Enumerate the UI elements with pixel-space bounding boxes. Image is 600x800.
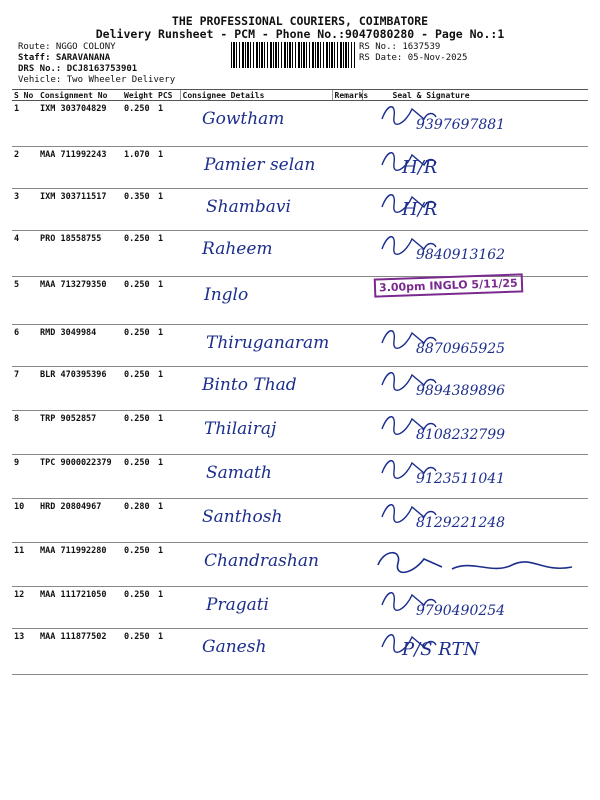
row-sno [12,231,38,277]
route-label: Route: NGGO COLONY [18,42,116,52]
row-pcs-text: 1 [158,280,164,290]
row-seal [362,629,588,675]
row-consignment-text: MAA 111877502 [40,632,107,642]
seal-handwriting: 9840913162 [416,247,506,263]
row-consignment [38,101,122,147]
row-weight [122,499,156,543]
row-sno [12,455,38,499]
row-consignee [180,411,332,455]
row-weight [122,189,156,231]
row-remarks [332,367,362,411]
rs-date: RS Date: 05-Nov-2025 [359,53,468,63]
row-sno [12,277,38,325]
seal-handwriting: 8129221248 [416,515,506,531]
row-sno-text: 2 [14,150,20,160]
row-consignment [38,543,122,587]
row-seal [362,587,588,629]
row-pcs-text: 1 [158,192,164,202]
consignee-handwriting: Binto Thad [202,375,297,395]
col-pcs: PCS [156,90,180,101]
row-weight-text: 0.250 [124,632,150,642]
row-consignment [38,367,122,411]
col-consignment: Consignment No [38,90,122,101]
row-consignment-text: TPC 9000022379 [40,458,112,468]
row-weight-text: 0.250 [124,458,150,468]
consignee-handwriting: Shambavi [206,197,291,217]
row-sno-text: 1 [14,104,20,114]
table-row [12,101,588,147]
row-consignee [180,277,332,325]
row-pcs [156,277,180,325]
row-consignment-text: MAA 111721050 [40,590,107,600]
row-pcs-text: 1 [158,328,164,338]
row-sno [12,367,38,411]
row-weight [122,231,156,277]
row-consignment [38,455,122,499]
row-pcs-text: 1 [158,590,164,600]
row-sno-text: 3 [14,192,20,202]
table-row [12,367,588,411]
row-consignment-text: TRP 9052857 [40,414,97,424]
row-remarks [332,101,362,147]
consignee-handwriting: Pragati [206,595,269,615]
seal-handwriting: H/R [402,199,438,220]
runsheet-table [12,89,588,675]
row-pcs-text: 1 [158,150,164,160]
row-pcs-text: 1 [158,632,164,642]
row-remarks [332,587,362,629]
company-title: THE PROFESSIONAL COURIERS, COIMBATORE [171,14,429,28]
consignee-handwriting: Thilairaj [204,419,277,439]
runsheet-subtitle: Delivery Runsheet - PCM - Phone No.:9047080280 - Page No.:1 [95,27,505,41]
consignee-handwriting: Chandrashan [204,551,319,571]
row-consignment [38,499,122,543]
row-remarks [332,411,362,455]
seal-handwriting: 9790490254 [416,603,506,619]
row-weight [122,629,156,675]
row-weight [122,277,156,325]
row-weight-text: 0.250 [124,234,150,244]
row-remarks [332,325,362,367]
row-seal [362,325,588,367]
consignee-handwriting: Samath [206,463,272,483]
consignee-handwriting: Inglo [204,285,249,305]
barcode [231,42,355,68]
row-weight-text: 0.350 [124,192,150,202]
row-weight-text: 0.250 [124,414,150,424]
seal-handwriting: 8870965925 [416,341,506,357]
table-row [12,587,588,629]
row-pcs-text: 1 [158,502,164,512]
row-sno-text: 10 [14,502,25,512]
seal-handwriting: H/R [402,157,438,178]
row-sno-text: 4 [14,234,20,244]
row-sno [12,101,38,147]
row-pcs [156,231,180,277]
row-pcs [156,411,180,455]
row-consignment-text: MAA 711992280 [40,546,107,556]
vehicle-label: Vehicle: Two Wheeler Delivery [18,75,176,85]
row-sno [12,411,38,455]
row-consignee [180,543,332,587]
row-seal [362,231,588,277]
row-consignee [180,189,332,231]
row-remarks [332,231,362,277]
row-consignee [180,499,332,543]
consignee-handwriting: Ganesh [202,637,267,657]
row-consignment [38,277,122,325]
row-sno [12,543,38,587]
row-pcs [156,189,180,231]
col-seal: Seal & Signature [362,90,588,101]
row-consignment-text: RMD 3049984 [40,328,97,338]
row-sno-text: 12 [14,590,25,600]
row-remarks [332,147,362,189]
seal-handwriting: 9894389896 [416,383,506,399]
row-consignment-text: MAA 711992243 [40,150,107,160]
drs-label: DRS No.: DCJ8163753901 [18,64,138,74]
row-consignee [180,367,332,411]
row-consignment-text: IXM 303704829 [40,104,107,114]
delivery-stamp: 3.00pm INGLO 5/11/25 [374,273,523,297]
row-pcs [156,325,180,367]
row-weight [122,367,156,411]
row-pcs [156,587,180,629]
row-weight-text: 0.250 [124,590,150,600]
row-seal [362,189,588,231]
row-remarks [332,629,362,675]
row-pcs [156,101,180,147]
row-weight [122,325,156,367]
row-weight-text: 0.250 [124,328,150,338]
row-seal [362,147,588,189]
row-sno [12,325,38,367]
row-weight [122,411,156,455]
consignee-handwriting: Gowtham [202,109,285,129]
row-weight [122,587,156,629]
col-remarks: Remarks [332,90,362,101]
row-pcs [156,455,180,499]
col-weight: Weight [122,90,156,101]
row-sno-text: 13 [14,632,25,642]
row-seal [362,455,588,499]
row-sno-text: 8 [14,414,20,424]
row-consignee [180,325,332,367]
row-sno [12,499,38,543]
row-consignee [180,629,332,675]
col-sno: S No [12,90,38,101]
rs-number: RS No.: 1637539 [359,42,441,52]
row-remarks [332,543,362,587]
staff-label: Staff: SARAVANANA [18,53,111,63]
row-remarks [332,455,362,499]
row-consignment-text: IXM 303711517 [40,192,107,202]
seal-handwriting: 9123511041 [416,471,506,487]
row-seal [362,367,588,411]
row-consignment-text: HRD 20804967 [40,502,102,512]
consignee-handwriting: Santhosh [202,507,283,527]
row-weight [122,543,156,587]
table-row [12,189,588,231]
row-consignee [180,147,332,189]
row-weight [122,455,156,499]
row-remarks [332,499,362,543]
row-pcs-text: 1 [158,546,164,556]
seal-handwriting: P/S RTN [402,639,480,660]
table-row [12,325,588,367]
table-row [12,629,588,675]
row-weight [122,101,156,147]
row-weight-text: 0.280 [124,502,150,512]
row-consignment-text: BLR 470395396 [40,370,107,380]
table-row [12,455,588,499]
row-consignee [180,231,332,277]
row-seal [362,277,588,325]
consignee-handwriting: Raheem [202,239,273,259]
row-sno-text: 6 [14,328,20,338]
row-consignee [180,455,332,499]
row-consignment [38,587,122,629]
table-row [12,411,588,455]
row-weight [122,147,156,189]
row-sno-text: 11 [14,546,25,556]
row-seal [362,411,588,455]
seal-handwriting: 8108232799 [416,427,506,443]
row-sno [12,189,38,231]
row-consignment [38,325,122,367]
row-weight-text: 0.250 [124,104,150,114]
row-pcs-text: 1 [158,234,164,244]
row-seal [362,499,588,543]
row-weight-text: 0.250 [124,370,150,380]
row-pcs [156,499,180,543]
row-consignee [180,587,332,629]
row-pcs [156,543,180,587]
row-sno-text: 5 [14,280,20,290]
table-row [12,231,588,277]
consignee-handwriting: Thiruganaram [206,333,330,353]
row-seal [362,543,588,587]
col-consignee: Consignee Details [180,90,332,101]
row-consignee [180,101,332,147]
row-pcs-text: 1 [158,370,164,380]
row-pcs [156,147,180,189]
row-weight-text: 1.070 [124,150,150,160]
row-pcs-text: 1 [158,458,164,468]
signature-scribble [372,545,582,581]
row-consignment [38,189,122,231]
row-consignment-text: PRO 18558755 [40,234,102,244]
table-row [12,499,588,543]
table-row [12,543,588,587]
row-weight-text: 0.250 [124,546,150,556]
consignee-handwriting: Pamier selan [204,155,316,175]
row-consignment [38,147,122,189]
row-sno [12,147,38,189]
seal-handwriting: 9397697881 [416,117,506,133]
row-pcs-text: 1 [158,414,164,424]
table-row [12,147,588,189]
row-remarks [332,277,362,325]
table-row [12,277,588,325]
row-pcs-text: 1 [158,104,164,114]
row-consignment [38,411,122,455]
row-consignment [38,231,122,277]
row-consignment-text: MAA 713279350 [40,280,107,290]
row-pcs [156,629,180,675]
row-seal [362,101,588,147]
row-pcs [156,367,180,411]
row-sno-text: 9 [14,458,20,468]
row-consignment [38,629,122,675]
table-header-row [12,90,588,101]
row-sno [12,629,38,675]
row-weight-text: 0.250 [124,280,150,290]
row-remarks [332,189,362,231]
row-sno [12,587,38,629]
row-sno-text: 7 [14,370,20,380]
